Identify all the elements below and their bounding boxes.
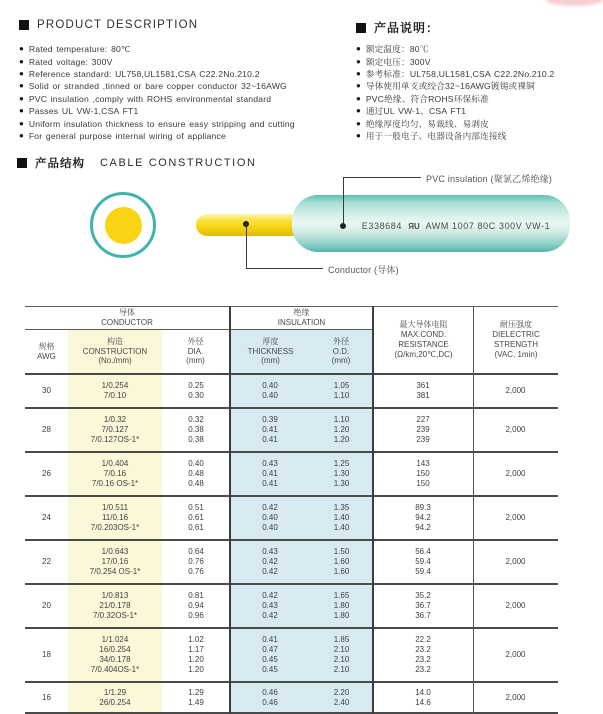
cell-dielectric: 2,000 bbox=[505, 469, 526, 478]
cell-construction: 1/0.254 7/0.10 bbox=[101, 381, 129, 400]
bullet-item bbox=[356, 117, 554, 129]
cell-construction: 1/0.643 17/0.16 7/0.254 OS-1* bbox=[89, 547, 141, 576]
cable-construction-title-en: CABLE CONSTRUCTION bbox=[100, 157, 257, 169]
cell-resistance: 56.4 59.4 59.4 bbox=[415, 547, 431, 576]
product-notes-title: 产品说明： bbox=[374, 21, 440, 35]
cell-dielectric: 2,000 bbox=[505, 425, 526, 434]
cell-thickness: 0.41 0.47 0.45 0.45 bbox=[262, 635, 278, 674]
table-row-awg-16 bbox=[25, 683, 558, 714]
cell-od: 1.65 1.80 1.80 bbox=[333, 591, 350, 620]
cell-thickness: 0.43 0.42 0.42 bbox=[262, 547, 278, 576]
cell-thickness: 0.42 0.40 0.40 bbox=[262, 503, 278, 532]
leader-line bbox=[343, 177, 421, 178]
leader-line bbox=[343, 177, 344, 226]
bullet-icon: ● bbox=[19, 44, 24, 54]
bullet-icon: ● bbox=[19, 56, 24, 66]
cell-awg: 24 bbox=[42, 513, 51, 522]
cell-awg: 18 bbox=[42, 650, 51, 659]
table-row-awg-26 bbox=[25, 453, 558, 497]
cell-dia: 0.32 0.38 0.38 bbox=[188, 415, 204, 444]
bullet-item bbox=[19, 93, 295, 105]
cell-resistance: 22.2 23.2 23.2 23.2 bbox=[415, 635, 431, 674]
cell-dia: 0.81 0.94 0.96 bbox=[188, 591, 204, 620]
leader-line bbox=[246, 268, 323, 269]
product-description-title: PRODUCT DESCRIPTION bbox=[37, 19, 199, 31]
cell-dia: 0.64 0.76 0.76 bbox=[188, 547, 204, 576]
bullet-icon: ● bbox=[19, 68, 24, 78]
section-square-icon bbox=[356, 23, 366, 33]
bullet-item bbox=[19, 117, 295, 129]
bullet-text: Solid or stranded ,tinned or bare copper conductor 32~16AWG bbox=[28, 81, 287, 92]
bullet-icon: ● bbox=[356, 44, 361, 54]
cell-awg: 20 bbox=[42, 601, 51, 610]
bullet-text: 通过UL VW-1、CSA FT1 bbox=[365, 106, 467, 117]
cable-spec-text: AWM 1007 80C 300V VW-1 bbox=[425, 221, 551, 231]
cell-awg: 28 bbox=[42, 425, 51, 434]
cell-resistance: 35.2 36.7 36.7 bbox=[415, 591, 431, 620]
bullet-text: PVC绝缘、符合ROHS环保标准 bbox=[365, 93, 489, 104]
bullet-text: For general purpose internal wiring of appliance bbox=[28, 130, 226, 141]
bullet-text: Rated temperature: 80℃ bbox=[28, 43, 131, 54]
bullet-item bbox=[19, 105, 295, 117]
column-header-od: 外径 O.D. (mm) bbox=[331, 336, 351, 366]
bullet-text: Passes UL VW-1,CSA FT1 bbox=[28, 106, 139, 117]
cell-dia: 1.29 1.49 bbox=[188, 687, 204, 707]
cell-resistance: 227 239 239 bbox=[416, 415, 430, 444]
cell-resistance: 143 150 150 bbox=[416, 459, 430, 488]
table-row-awg-20 bbox=[25, 585, 558, 629]
column-header-dielectric: 耐压强度 DIELECTRIC STRENGTH (VAC, 1min) bbox=[492, 320, 540, 359]
leader-dot bbox=[340, 223, 346, 229]
conductor-core-circle bbox=[105, 207, 142, 244]
section-square-icon bbox=[17, 158, 27, 168]
bullet-icon: ● bbox=[19, 106, 24, 116]
cell-dielectric: 2,000 bbox=[505, 557, 526, 566]
bullet-icon: ● bbox=[356, 118, 361, 128]
cell-construction: 1/1.024 16/0.254 34/0.178 7/0.404OS-1* bbox=[90, 635, 140, 674]
ul-recognized-mark-icon: ЯU bbox=[408, 222, 420, 231]
table-border bbox=[25, 329, 373, 330]
cell-resistance: 14.0 14.6 bbox=[415, 687, 431, 707]
bullet-text: Uniform insulation thickness to ensure easy stripping and cutting bbox=[28, 118, 295, 129]
cell-dia: 0.51 0.61 0.61 bbox=[188, 503, 204, 532]
bullet-item bbox=[356, 68, 554, 80]
table-row-awg-24 bbox=[25, 497, 558, 541]
bullet-item bbox=[356, 105, 554, 117]
cell-od: 1.05 1.10 bbox=[333, 381, 350, 400]
cell-thickness: 0.46 0.46 bbox=[262, 687, 278, 707]
bullet-text: 参考标准：UL758,UL1581,CSA C22.2No.210.2 bbox=[365, 68, 555, 79]
cell-dia: 1.02 1.17 1.20 1.20 bbox=[188, 635, 204, 674]
bullet-icon: ● bbox=[19, 130, 24, 140]
cable-marking-text bbox=[340, 221, 572, 231]
bullet-text: 额定电压：300V bbox=[365, 56, 431, 67]
cable-construction-title-zh: 产品结构 bbox=[35, 158, 85, 170]
section-square-icon bbox=[19, 20, 29, 30]
cell-resistance: 89.3 94.2 94.2 bbox=[415, 503, 431, 532]
bullet-text: 额定温度：80℃ bbox=[365, 44, 429, 55]
bullet-text: 绝缘厚度均匀、易裁线、易剥皮 bbox=[365, 118, 489, 129]
bullet-text: Reference standard: UL758,UL1581,CSA C22.2No.210.2 bbox=[28, 68, 260, 79]
cell-dielectric: 2,000 bbox=[505, 650, 526, 659]
cell-thickness: 0.39 0.41 0.41 bbox=[262, 415, 278, 444]
cell-dielectric: 2,000 bbox=[505, 386, 526, 395]
cell-construction: 1/0.813 21/0.178 7/0.32OS-1* bbox=[92, 591, 138, 620]
bullet-item bbox=[19, 55, 295, 67]
cell-dia: 0.40 0.48 0.48 bbox=[188, 459, 204, 488]
cell-awg: 30 bbox=[42, 386, 51, 395]
cell-od: 1.25 1.30 1.30 bbox=[333, 459, 350, 488]
cell-dielectric: 2,000 bbox=[505, 513, 526, 522]
bullet-item bbox=[356, 43, 554, 55]
bullet-icon: ● bbox=[356, 68, 361, 78]
cable-construction-header bbox=[17, 155, 257, 171]
cell-awg: 26 bbox=[42, 469, 51, 478]
cell-resistance: 361 381 bbox=[416, 381, 430, 400]
table-row-awg-28 bbox=[25, 409, 558, 453]
cell-od: 1.10 1.20 1.20 bbox=[333, 415, 350, 444]
table-row-awg-30 bbox=[25, 375, 558, 409]
bullet-icon: ● bbox=[19, 118, 24, 128]
cell-thickness: 0.43 0.41 0.41 bbox=[262, 459, 278, 488]
cable-cert-number: E338684 bbox=[361, 221, 403, 231]
cell-construction: 1/0.404 7/0.16 7/0.16 OS-1* bbox=[91, 459, 139, 488]
cell-dielectric: 2,000 bbox=[505, 692, 526, 702]
group-header-insulation: 绝缘 INSULATION bbox=[277, 308, 326, 327]
bullet-item bbox=[19, 130, 295, 142]
bullet-icon: ● bbox=[356, 81, 361, 91]
column-header-awg: 规格 AWG bbox=[37, 341, 56, 361]
cell-thickness: 0.40 0.40 bbox=[262, 381, 278, 400]
bullet-item bbox=[356, 130, 554, 142]
leader-line bbox=[246, 224, 247, 268]
bullet-item bbox=[19, 43, 295, 55]
table-row-awg-22 bbox=[25, 541, 558, 585]
table-row-awg-18 bbox=[25, 629, 558, 683]
cell-od: 1.85 2.10 2.10 2.10 bbox=[333, 635, 350, 674]
bullet-text: 用于一般电子、电器设备内部连接线 bbox=[365, 130, 507, 141]
bullet-icon: ● bbox=[356, 93, 361, 103]
table-divider bbox=[473, 306, 474, 714]
bullet-item bbox=[356, 80, 554, 92]
cell-od: 1.35 1.40 1.40 bbox=[333, 503, 350, 532]
product-description-header bbox=[19, 19, 198, 31]
product-notes-list bbox=[356, 43, 554, 142]
cell-od: 2.20 2.40 bbox=[333, 687, 350, 707]
bullet-icon: ● bbox=[356, 130, 361, 140]
cell-thickness: 0.42 0.43 0.42 bbox=[262, 591, 278, 620]
bullet-icon: ● bbox=[19, 93, 24, 103]
column-header-resistance: 最大导体电阻 MAX.COND. RESISTANCE (Ω/km,20℃,DC) bbox=[394, 320, 453, 359]
bullet-text: Rated voltage: 300V bbox=[28, 56, 113, 67]
cell-construction: 1/0.511 11/0.16 7/0.203OS-1* bbox=[90, 503, 140, 532]
bullet-item bbox=[356, 93, 554, 105]
spec-table bbox=[25, 306, 558, 714]
bullet-item bbox=[19, 68, 295, 80]
group-header-conductor: 导体 CONDUCTOR bbox=[101, 308, 153, 327]
partial-logo-mark bbox=[546, 0, 603, 6]
column-header-construction: 构造 CONSTRUCTION (No./mm) bbox=[82, 336, 148, 366]
conductor-label: Conductor (导体) bbox=[328, 265, 399, 275]
bullet-icon: ● bbox=[356, 106, 361, 116]
table-divider bbox=[229, 306, 231, 714]
column-header-thickness: 厚度 THICKNESS (mm) bbox=[247, 336, 294, 366]
pvc-insulation-label: PVC insulation (聚氯乙烯绝缘) bbox=[426, 174, 553, 184]
product-description-list bbox=[19, 43, 295, 142]
bullet-icon: ● bbox=[19, 81, 24, 91]
cell-construction: 1/1.29 26/0.254 bbox=[99, 687, 131, 707]
table-border bbox=[25, 306, 558, 307]
bullet-item bbox=[356, 55, 554, 67]
bullet-text: PVC insulation ,comply with ROHS environmental standard bbox=[28, 93, 272, 104]
table-border bbox=[25, 373, 558, 375]
bullet-icon: ● bbox=[356, 56, 361, 66]
table-body bbox=[25, 375, 558, 714]
column-header-dia: 外径 DIA. (mm) bbox=[186, 336, 205, 366]
cell-awg: 16 bbox=[42, 692, 51, 702]
cell-dia: 0.25 0.30 bbox=[188, 381, 204, 400]
table-divider bbox=[372, 306, 374, 714]
bullet-text: 导体使用单支或绞合32~16AWG镀锡或裸铜 bbox=[365, 81, 535, 92]
product-notes-header bbox=[356, 19, 439, 36]
cell-construction: 1/0.32 7/0.127 7/0.127OS-1* bbox=[90, 415, 140, 444]
bullet-item bbox=[19, 80, 295, 92]
cell-od: 1.50 1.60 1.60 bbox=[333, 547, 350, 576]
cell-dielectric: 2,000 bbox=[505, 601, 526, 610]
cell-awg: 22 bbox=[42, 557, 51, 566]
